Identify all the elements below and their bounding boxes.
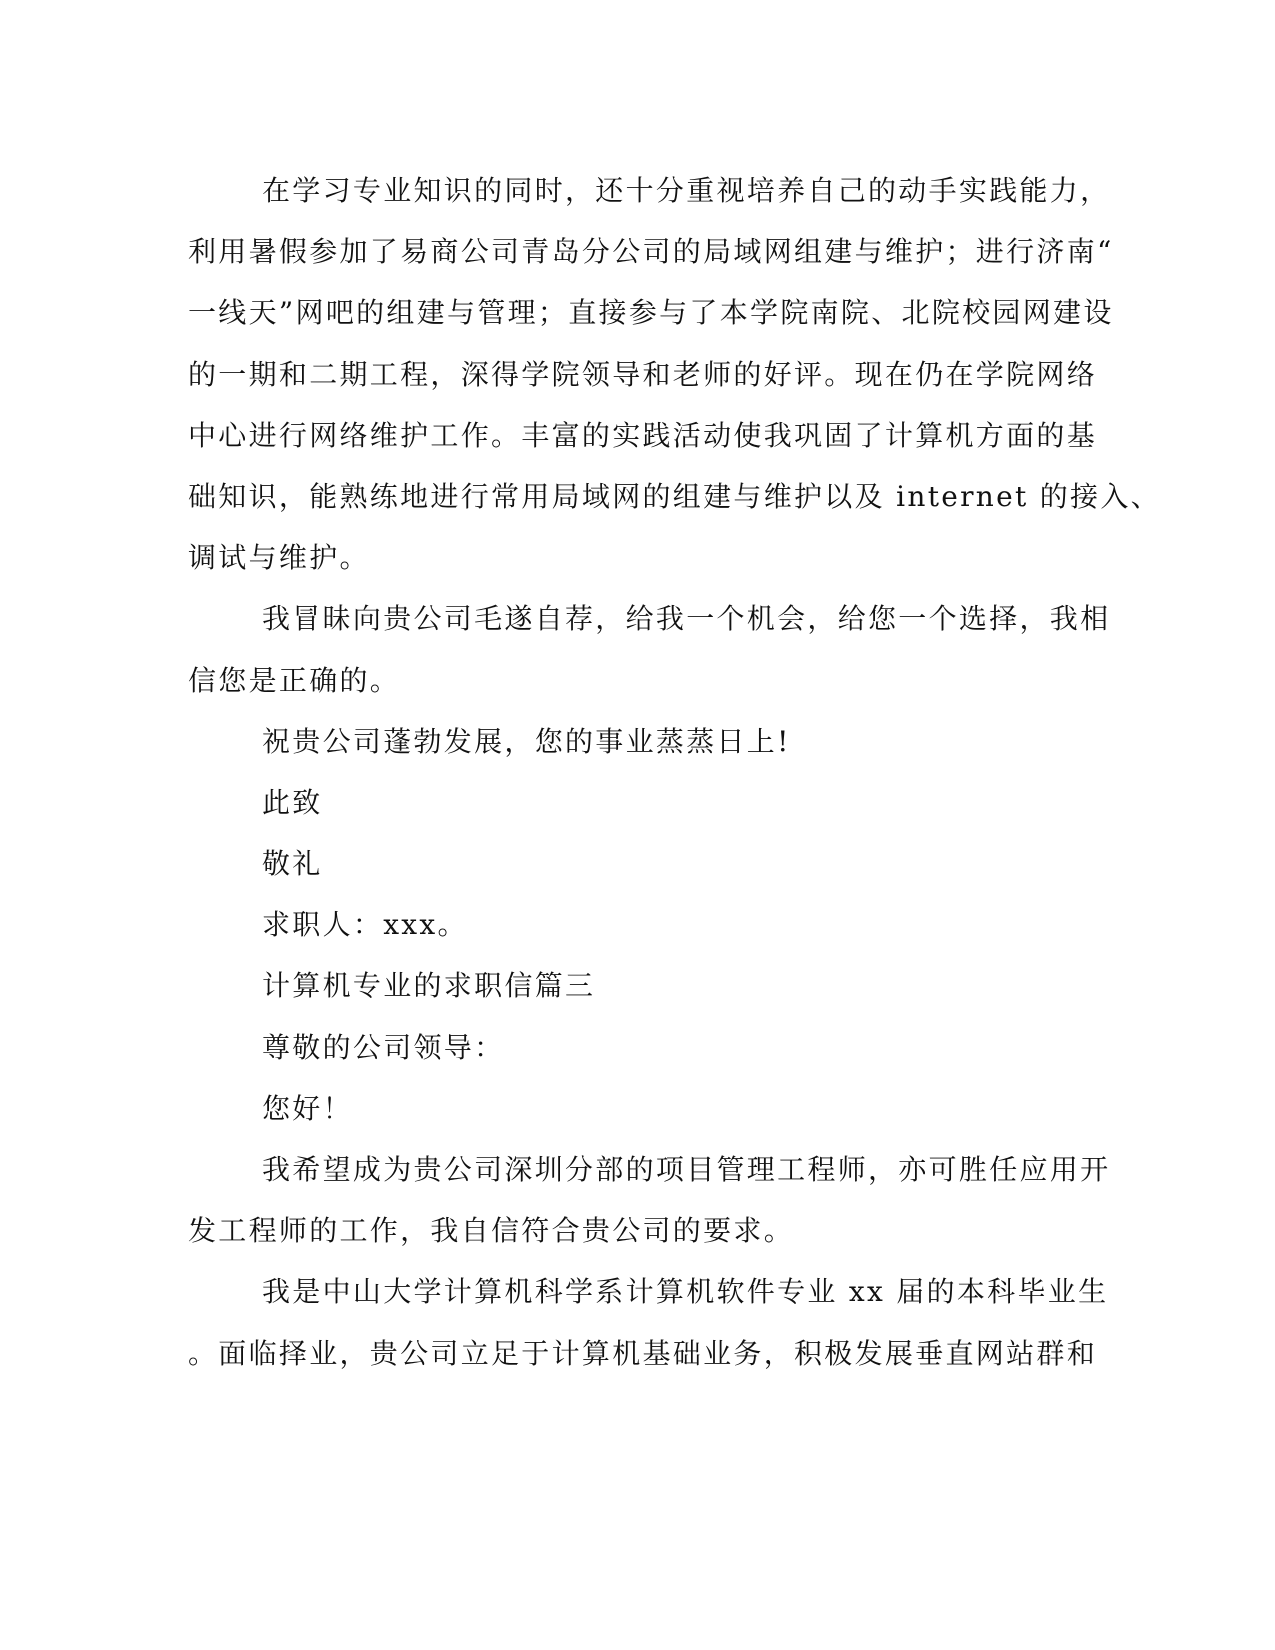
- text-line: 调试与维护。: [188, 541, 370, 575]
- text-line: 利用暑假参加了易商公司青岛分公司的局域网组建与维护；进行济南“: [188, 235, 1114, 269]
- paragraph-greeting-address: [188, 1017, 1078, 1078]
- paragraph-closing-salutation: [188, 772, 1078, 833]
- text-line: 我是中山大学计算机科学系计算机软件专业 xx 届的本科毕业生: [262, 1275, 1109, 1309]
- text-line: 我冒昧向贵公司毛遂自荐，给我一个机会，给您一个选择，我相: [262, 602, 1111, 636]
- text-line: 我希望成为贵公司深圳分部的项目管理工程师，亦可胜任应用开: [262, 1153, 1111, 1186]
- text-line: 此致: [262, 785, 323, 819]
- section-heading: [188, 955, 1078, 1016]
- text-line: 信您是正确的。: [188, 663, 401, 697]
- text-line: 的一期和二期工程，深得学院领导和老师的好评。现在仍在学院网络: [188, 357, 1098, 391]
- document-body: [188, 160, 1161, 1384]
- text-line: 您好！: [262, 1091, 353, 1125]
- text-line: 计算机专业的求职信篇三: [262, 969, 596, 1003]
- paragraph-position-goal: [188, 1139, 1111, 1261]
- text-line: 求职人：xxx。: [262, 908, 468, 942]
- text-line: 敬礼: [262, 847, 323, 881]
- paragraph-self-recommendation: [188, 588, 1111, 710]
- paragraph-regards: [188, 833, 1078, 894]
- text-line: 在学习专业知识的同时，还十分重视培养自己的动手实践能力，: [262, 174, 1111, 207]
- text-line: 发工程师的工作，我自信符合贵公司的要求。: [188, 1214, 795, 1248]
- paragraph-background: [188, 1261, 1109, 1383]
- text-line: 。面临择业，贵公司立足于计算机基础业务，积极发展垂直网站群和: [188, 1336, 1098, 1370]
- paragraph-wishes: [188, 711, 1078, 772]
- text-line: 尊敬的公司领导：: [262, 1030, 505, 1064]
- paragraph-signature: [188, 894, 1078, 955]
- text-line: 中心进行网络维护工作。丰富的实践活动使我巩固了计算机方面的基: [188, 418, 1098, 452]
- paragraph-practice-experience: [188, 160, 1161, 588]
- text-line: 础知识，能熟练地进行常用局域网的组建与维护以及 internet 的接入、: [188, 479, 1161, 513]
- paragraph-greeting: [188, 1078, 1078, 1139]
- text-line: 祝贵公司蓬勃发展，您的事业蒸蒸日上!: [262, 724, 791, 758]
- text-line: 一线天”网吧的组建与管理；直接参与了本学院南院、北院校园网建设: [188, 296, 1114, 330]
